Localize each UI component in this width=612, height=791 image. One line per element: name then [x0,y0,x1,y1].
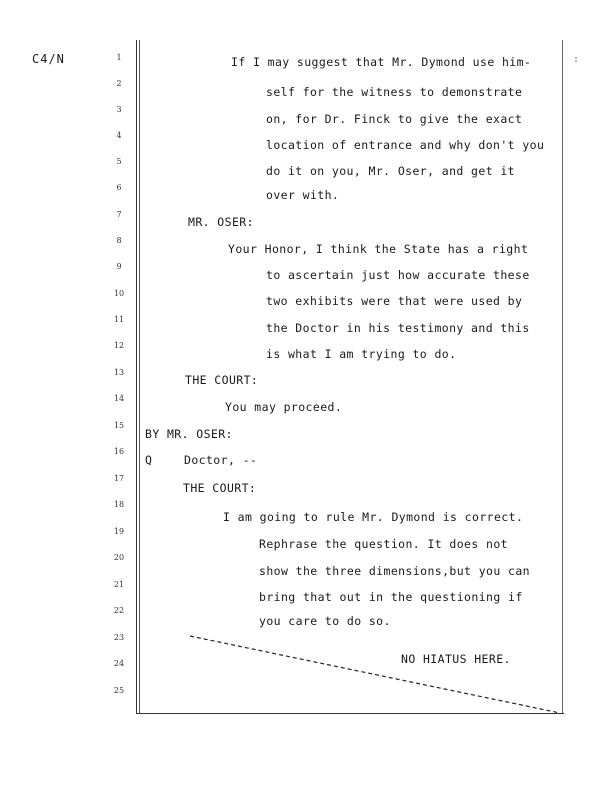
speaker-label: THE COURT: [185,373,259,387]
transcript-line: is what I am trying to do. [266,347,457,361]
line-number: 9 [116,262,122,271]
line-number: 21 [113,580,125,589]
line-number: 23 [113,633,125,642]
transcript-line: over with. [266,188,340,202]
speaker-label: MR. OSER: [188,215,254,229]
line-number: 22 [113,606,125,615]
line-number: 18 [113,500,125,509]
line-number: 12 [113,341,125,350]
line-number: 16 [113,447,125,456]
transcript-line: location of entrance and why don't you [266,138,545,152]
line-number: 15 [113,421,125,430]
line-number: 3 [116,105,122,114]
transcript-line: two exhibits were that were used by [266,294,523,308]
line-number: 14 [113,394,125,403]
line-number: 13 [113,368,125,377]
line-number: 1 [116,53,122,62]
line-number: 2 [116,79,122,88]
speaker-label: THE COURT: [183,481,257,495]
line-number: 8 [116,236,122,245]
transcript-line: You may proceed. [225,400,343,414]
transcript-line: you care to do so. [259,614,391,628]
transcript-line: do it on you, Mr. Oser, and get it [266,164,516,178]
transcript-line: show the three dimensions,but you can [259,564,530,578]
page-identifier: C4/N [32,52,65,66]
transcript-line: Your Honor, I think the State has a right [228,242,529,256]
line-number: 6 [116,183,122,192]
line-number: 24 [113,659,125,668]
closing-note: NO HIATUS HERE. [401,652,511,666]
transcript-line: self for the witness to demonstrate [266,85,523,99]
transcript-line: on, for Dr. Finck to give the exact [266,112,523,126]
transcript-line: Doctor, -- [184,453,258,467]
transcript-line: I am going to rule Mr. Dymond is correct. [223,510,524,524]
transcript-line: bring that out in the questioning if [259,590,523,604]
line-number: 10 [113,289,125,298]
transcript-line: the Doctor in his testimony and this [266,321,530,335]
margin-mark: : [573,54,580,65]
line-number: 19 [113,527,125,536]
line-number: 17 [113,474,125,483]
speaker-label: BY MR. OSER: [145,427,233,441]
transcript-line: Rephrase the question. It does not [259,537,509,551]
line-number: 25 [113,686,125,695]
line-number: 4 [116,131,122,140]
line-number: 20 [113,553,125,562]
question-marker: Q [145,453,153,467]
line-number: 11 [113,315,125,324]
line-number: 7 [116,210,122,219]
transcript-line: to ascertain just how accurate these [266,268,530,282]
line-number: 5 [116,157,122,166]
transcript-line: If I may suggest that Mr. Dymond use him- [231,55,532,69]
